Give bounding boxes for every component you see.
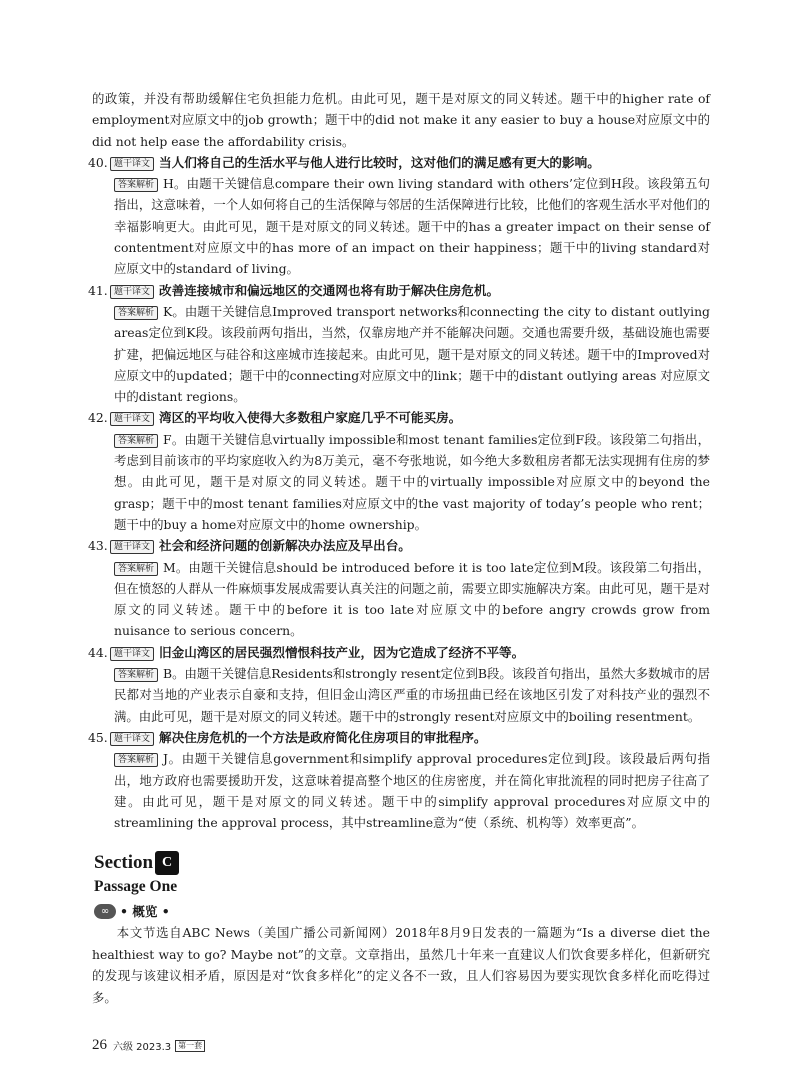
item-43 — [88, 535, 710, 641]
section-heading — [94, 851, 179, 875]
page-footer — [92, 1037, 205, 1054]
question-text: 社会和经济问题的创新解决办法应及早出台。 — [159, 538, 411, 554]
answer-analysis-tag: 答案解析 — [114, 434, 158, 448]
question-text: 旧金山湾区的居民强烈憎恨科技产业，因为它造成了经济不平等。 — [159, 644, 525, 660]
answer-analysis — [92, 301, 710, 407]
section-title: Section — [94, 852, 154, 873]
question-translation-tag: 题干译文 — [110, 285, 154, 299]
item-42 — [88, 407, 710, 535]
answer-analysis-tag: 答案解析 — [114, 668, 158, 682]
issue-badge: 第一套 — [175, 1040, 205, 1052]
question-translation-tag: 题干译文 — [110, 157, 154, 171]
answer-text: F。由题干关键信息virtually impossible和most tenant families定位到F段。该段第二句指出，考虑到目前该市的平均家庭收入约为8万美元，毫不夸张地说，如今绝大多数租房者都无法实现拥有住房的梦想。由此可见，题干是对原文的同义转述。题干中的virtually impossible对应原文中的beyond the grasp；题干中的most tenant families对应原文中的the vast majority of today’s people who rent；题干中的buy a home对应原文中的home ownership。 — [114, 431, 710, 532]
answer-text: B。由题干关键信息Residents和strongly resent定位到B段。该段首句指出，虽然大多数城市的居民都对当地的产业表示自豪和支持，但旧金山湾区严重的市场扭曲已经在该地区引发了对科技产业的强烈不满。由此可见，题干是对原文的同义转述。题干中的strongly resent对应原文中的boiling resentment。 — [114, 666, 710, 724]
answer-analysis — [92, 663, 710, 727]
question-number: 42. — [88, 410, 108, 426]
answer-analysis-tag: 答案解析 — [114, 306, 158, 320]
item-40 — [88, 152, 710, 280]
magazine-name: 六级 2023.3 — [113, 1042, 172, 1053]
passage-title: Passage One — [94, 878, 178, 895]
answer-analysis — [92, 429, 710, 535]
overview-label: • 概览 • — [120, 904, 170, 919]
question-text: 当人们将自己的生活水平与他人进行比较时，这对他们的满足感有更大的影响。 — [159, 154, 600, 170]
question-text: 改善连接城市和偏远地区的交通网也将有助于解决住房危机。 — [159, 282, 500, 298]
question-text: 解决住房危机的一个方法是政府简化住房项目的审批程序。 — [159, 729, 487, 745]
question-translation-tag: 题干译文 — [110, 732, 154, 746]
answer-analysis-tag: 答案解析 — [114, 753, 158, 767]
section-letter-icon: C — [155, 851, 179, 875]
question-text: 湾区的平均收入使得大多数租户家庭几乎不可能买房。 — [159, 410, 462, 426]
overview-header — [94, 902, 170, 920]
answer-text: M。由题干关键信息should be introduced before it is too late定位到M段。该段第二句指出，但在愤怒的人群从一件麻烦事发展成需要认真关注的问题之前，需要立即实施解决方案。由此可见，题干是对原文的同义转述。题干中的before it is too late对应原文中的before angry crowds grow from nuisance to serious concern。 — [114, 559, 710, 639]
answer-analysis-tag: 答案解析 — [114, 178, 158, 192]
question-number: 45. — [88, 729, 108, 745]
question-number: 44. — [88, 644, 108, 660]
question-number: 40. — [88, 154, 108, 170]
continuation-paragraph: 的政策，并没有帮助缓解住宅负担能力危机。由此可见，题干是对原文的同义转述。题干中的higher rate of employment对应原文中的job growth；题干中的did not make it any easier to buy a house对应原文中的did not help ease the affordability crisis。 — [92, 91, 710, 149]
question-translation-tag: 题干译文 — [110, 412, 154, 426]
answer-analysis-block — [88, 88, 710, 833]
item-45 — [88, 727, 710, 833]
answer-analysis — [92, 748, 710, 833]
infinity-icon: ∞ — [94, 904, 116, 919]
answer-analysis — [92, 173, 710, 279]
question-translation-tag: 题干译文 — [110, 540, 154, 554]
answer-text: K。由题干关键信息Improved transport networks和connecting the city to distant outlying areas定位到K段。该段前两句指出，当然，仅靠房地产并不能解决问题。交通也需要升级，基础设施也需要扩建，把偏远地区与硅谷和这座城市连接起来。由此可见，题干是对原文的同义转述。题干中的Improved对应原文中的updated；题干中的connecting对应原文中的link；题干中的distant outlying areas 对应原文中的distant regions。 — [114, 303, 710, 405]
question-number: 41. — [88, 282, 108, 298]
item-41 — [88, 280, 710, 408]
question-translation-tag: 题干译文 — [110, 647, 154, 661]
overview-paragraph: 本文节选自ABC News（美国广播公司新闻网）2018年8月9日发表的一篇题为“Is a diverse diet the healthiest way to go? Maybe not”的文章。文章指出，虽然几十年来一直建议人们饮食要多样化，但新研究的发现与该建议相矛盾，原因是对“饮食多样化”的定义各不一致，且人们容易因为要实现饮食多样化而吃得过多。 — [92, 925, 710, 1005]
answer-analysis-tag: 答案解析 — [114, 562, 158, 576]
page-number: 26 — [92, 1037, 107, 1053]
item-44 — [88, 642, 710, 727]
answer-text: J。由题干关键信息government和simplify approval procedures定位到J段。该段最后两句指出，地方政府也需要援助开发，这意味着提高整个地区的住房密度，并在简化审批流程的同时把房子往高了建。由此可见，题干是对原文的同义转述。题干中的simplify approval procedures对应原文中的streamlining the approval process，其中streamline意为“使（系统、机构等）效率更高”。 — [114, 751, 710, 831]
question-number: 43. — [88, 538, 108, 554]
answer-analysis — [92, 557, 710, 642]
answer-text: H。由题干关键信息compare their own living standard with others’定位到H段。该段第五句指出，这意味着，一个人如何将自己的生活保障与邻居的生活保障进行比较，比他们的客观生活水平对他们的幸福影响更大。由此可见，题干是对原文的同义转述。题干中的has a greater impact on their sense of contentment对应原文中的has more of an impact on their happiness；题干中的living standard对应原文中的standard of living。 — [114, 176, 710, 277]
